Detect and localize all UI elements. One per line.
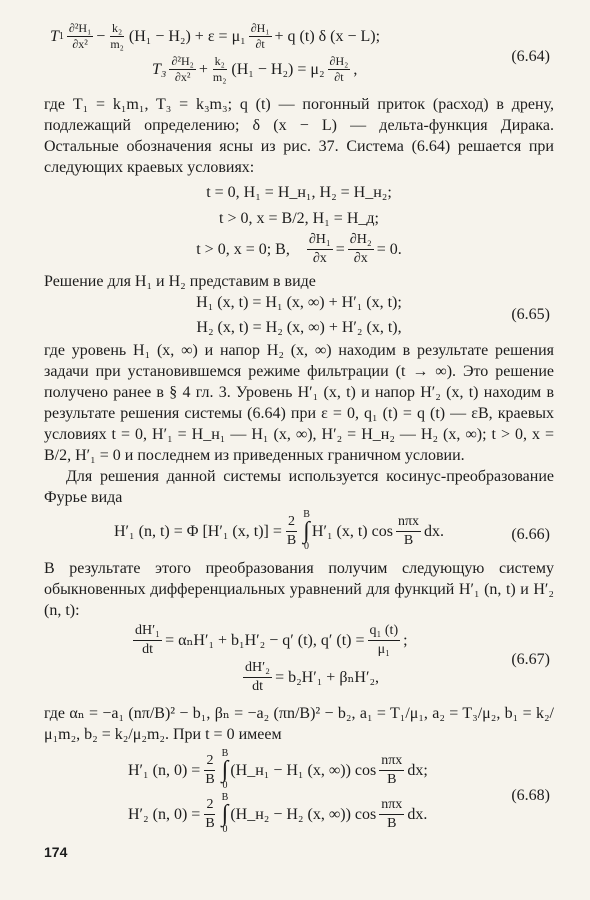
denominator: B (403, 532, 414, 548)
fraction (307, 232, 333, 267)
term: = b₂H′₁ + βₙH′₂, (275, 669, 380, 686)
denominator: ∂x (353, 251, 368, 266)
upper-limit: B (221, 792, 229, 803)
fraction (133, 623, 162, 658)
eq-6-64-line1 (44, 22, 554, 51)
fraction (379, 797, 404, 832)
eq-6-64-line2 (44, 55, 554, 84)
equation-6-64 (44, 22, 554, 88)
numerator: k₂ (214, 54, 225, 68)
eq-6-68-line2 (44, 793, 554, 835)
paragraph: В результате этого преобразования получим следующую систему обыкновенных дифференциальных уравнений для функций H′₁ (n, t) и H′₂ (n, t): (44, 560, 554, 619)
denominator: B (387, 771, 397, 787)
term: dx. (424, 522, 445, 540)
numerator: ∂H₂ (348, 232, 374, 250)
eq-6-66-line (44, 510, 554, 552)
equation-number: (6.65) (511, 306, 550, 323)
term: (H_н₂ − H₂ (x, ∞)) cos (230, 805, 377, 823)
fraction (169, 55, 195, 84)
integral-sign: B ∫ 0 (303, 509, 310, 552)
term: dx. (407, 805, 428, 823)
paragraph: где T₁ = k₁m₁, T₃ = k₃m₃; q (t) — погонный приток (расход) в дрену, подлежащий определению; δ (x − L) — дельта-функция Дирака. Остальные обозначения ясны из рис. 37. Система (6.64) решается при следующих краевых условиях: (44, 96, 554, 176)
term: dx; (407, 761, 428, 779)
paragraph: где уровень H₁ (x, ∞) и напор H₂ (x, ∞) находим в результате решения задачи при установившемся режиме фильтрации (t → ∞). Это решение получено ранее в § 4 гл. 3. Уровень H′₁ (x, t) и напор H′₂ (x, t) находим в результате решения системы (6.64) при ε = 0, q₁ (t) = q (t) — εB, краевых условиях t = 0, H′₁ = H_н₁ — H₁ (x, ∞), H′₂ = H_н₂ — H₂ (x, ∞); t > 0, x = B/2, H′₁ = 0 и последнем из приведенных граничном условии. (44, 342, 554, 464)
page-number: 174 (44, 844, 68, 860)
numerator: q₁ (t) (368, 623, 401, 641)
numerator: nπx (379, 797, 404, 815)
equation-6-65 (44, 292, 554, 338)
lower-limit: 0 (304, 541, 310, 552)
operator: = (335, 241, 345, 258)
upper-limit: B (221, 748, 229, 759)
numerator: nπx (379, 753, 404, 771)
numerator: nπx (396, 514, 421, 532)
fraction (379, 753, 404, 788)
equation-6-67 (44, 623, 554, 699)
fraction (348, 232, 374, 267)
denominator: ∂x² (72, 37, 88, 51)
term: = αₙH′₁ + b₁H′₂ − q′ (t), q′ (t) = (165, 632, 365, 649)
term: t > 0, x = 0; B, (196, 241, 290, 258)
denominator: m₂ (212, 70, 227, 84)
equation-number: (6.68) (511, 787, 550, 804)
term: + q (t) δ (x − L); (274, 28, 381, 45)
denominator: dt (252, 679, 263, 694)
operator: − (96, 28, 106, 45)
fraction (203, 753, 216, 788)
paragraph: где αₙ = −a₁ (nπ/B)² − b₁, βₙ = −a₂ (πn/B)² − b₂, a₁ = T₁/μ₁, a₂ = T₃/μ₂, b₁ = k₂/μ₁m₂, b₂ = k₂/μ₂m₂. При t = 0 имеем (44, 705, 554, 743)
fraction (67, 22, 93, 51)
fraction (249, 22, 272, 51)
equation-number: (6.64) (511, 48, 550, 65)
integral-sign: B ∫ 0 (221, 748, 229, 791)
eq-6-68-line1 (44, 749, 554, 791)
fraction (108, 22, 126, 51)
term: (H₁ − H₂) = μ₂ (231, 61, 325, 78)
eq-6-67-line1 (44, 623, 554, 658)
condition-3 (44, 232, 554, 267)
denominator: B (205, 771, 215, 787)
denominator: ∂t (255, 37, 265, 51)
term: H′₁ (n, 0) = (128, 761, 201, 779)
denominator: B (286, 532, 297, 548)
fraction (211, 55, 229, 84)
eq-6-67-line2 (44, 660, 554, 695)
numerator: ∂²H₁ (68, 21, 92, 35)
condition-1: t = 0, H₁ = H_н₁, H₂ = H_н₂; (206, 184, 392, 201)
condition-2: t > 0, x = B/2, H₁ = H_д; (219, 210, 379, 227)
equation-number: (6.66) (511, 526, 550, 543)
denominator: ∂x² (174, 70, 191, 84)
equation-number: (6.67) (511, 651, 550, 668)
term: T₃ (152, 61, 167, 78)
fraction (396, 514, 421, 549)
paragraph: Для решения данной системы используется косинус-преобразование Фурье вида (44, 468, 554, 506)
denominator: ∂t (334, 70, 344, 84)
fraction (368, 623, 401, 658)
numerator: ∂H₂ (329, 54, 349, 68)
term: T (50, 28, 59, 45)
term: ; (403, 632, 408, 649)
subscript: 1 (58, 31, 64, 42)
numerator: 2 (286, 514, 297, 532)
denominator: B (387, 815, 397, 831)
numerator: 2 (204, 753, 215, 771)
fraction (285, 514, 298, 549)
term: (H_н₁ − H₁ (x, ∞)) cos (230, 761, 377, 779)
denominator: μ₁ (377, 642, 391, 657)
numerator: k₂ (112, 21, 123, 35)
fraction (243, 660, 272, 695)
term: = 0. (376, 241, 402, 258)
equation-6-66 (44, 510, 554, 556)
fraction (328, 55, 351, 84)
upper-limit: B (303, 509, 310, 520)
equation-6-68 (44, 749, 554, 845)
lower-limit: 0 (222, 780, 228, 791)
numerator: ∂²H₂ (171, 54, 194, 68)
fraction (203, 797, 216, 832)
denominator: dt (142, 642, 153, 657)
term: H′₁ (n, t) = Φ [H′₁ (x, t)] = (114, 522, 282, 540)
eq-6-65-line2: H₂ (x, t) = H₂ (x, ∞) + H′₂ (x, t), (196, 319, 402, 336)
denominator: B (205, 815, 215, 831)
numerator: dH′₁ (133, 623, 162, 641)
term: (H₁ − H₂) + ε = μ₁ (128, 28, 246, 45)
paragraph: Решение для H₁ и H₂ представим в виде (44, 273, 316, 290)
eq-6-65-line1: H₁ (x, t) = H₁ (x, ∞) + H′₁ (x, t); (196, 294, 402, 311)
denominator: m₂ (110, 37, 124, 51)
numerator: dH′₂ (243, 660, 272, 678)
lower-limit: 0 (222, 824, 228, 835)
integral-sign: B ∫ 0 (221, 792, 229, 835)
operator: + (198, 61, 208, 78)
numerator: 2 (204, 797, 215, 815)
denominator: ∂x (312, 251, 327, 266)
term: H′₂ (n, 0) = (128, 805, 201, 823)
numerator: ∂H₁ (307, 232, 333, 250)
term: H′₁ (x, t) cos (311, 522, 393, 540)
numerator: ∂H₁ (250, 21, 270, 35)
term: , (353, 61, 358, 78)
